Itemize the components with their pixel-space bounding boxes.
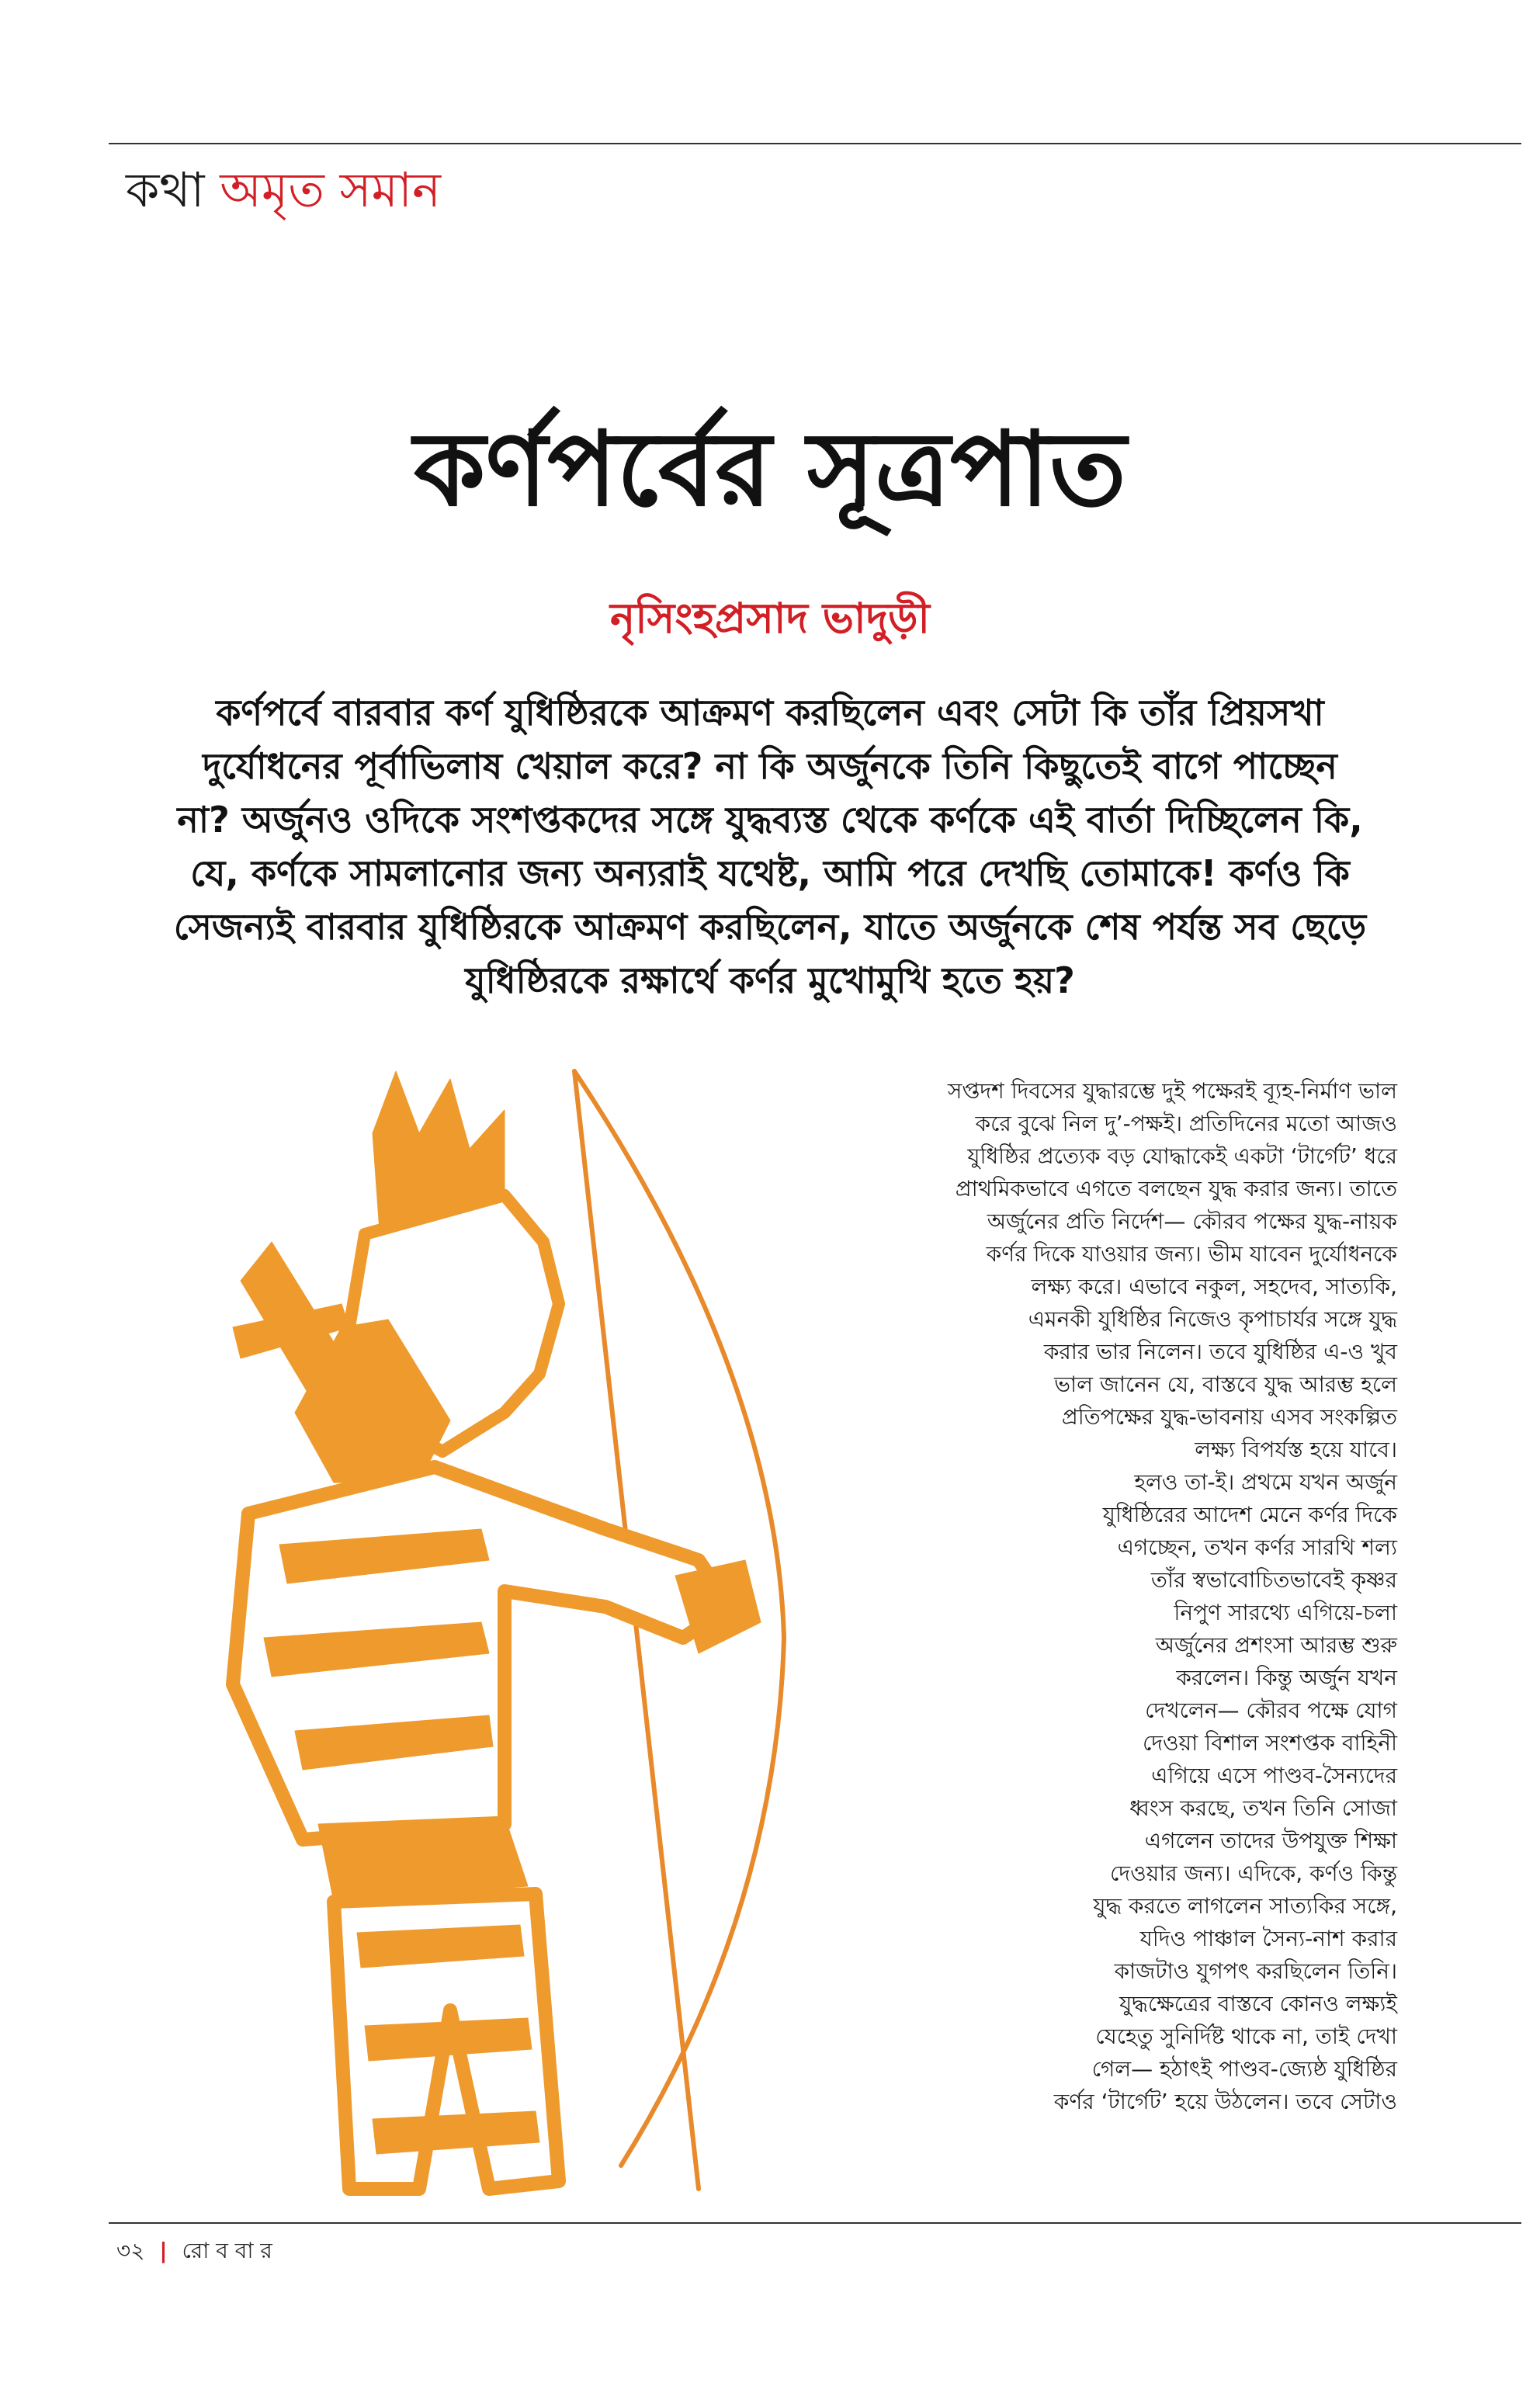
- page-footer: [116, 2235, 272, 2266]
- body-line: লক্ষ্য করে। এভাবে নকুল, সহদেব, সাত্যকি,: [1031, 1274, 1397, 1299]
- author-byline: নৃসিংহপ্রসাদ ভাদুড়ী: [609, 594, 931, 643]
- body-line: অর্জুনের প্রশংসা আরম্ভ শুরু: [1155, 1632, 1397, 1658]
- body-line: যেহেতু সুনির্দিষ্ট থাকে না, তাই দেখা: [1095, 2024, 1397, 2049]
- body-line: যুধিষ্ঠির প্রত্যেক বড় যোদ্ধাকেই একটা ‘টার্গেট’ ধরে: [967, 1143, 1397, 1169]
- body-line: প্রতিপক্ষের যুদ্ধ-ভাবনায় এসব সংকল্পিত: [1061, 1404, 1397, 1430]
- body-line: এগিয়ে এসে পাণ্ডব-সৈন্যদের: [1151, 1763, 1397, 1788]
- body-text: [838, 1075, 1397, 2118]
- section-header-highlight: অমৃত সমান: [220, 161, 441, 218]
- standfirst-line: দুর্যোধনের পূর্বাভিলাষ খেয়াল করে? না কি অর্জুনকে তিনি কিছুতেই বাগে পাচ্ছেন: [203, 745, 1337, 787]
- standfirst: [116, 686, 1424, 1007]
- body-line: লক্ষ্য বিপর্যস্ত হয়ে যাবে।: [1195, 1437, 1397, 1462]
- body-line: দেওয়ার জন্য। এদিকে, কর্ণও কিন্তু: [1110, 1861, 1397, 1886]
- standfirst-line: যে, কর্ণকে সামলানোর জন্য অন্যরাই যথেষ্ট, আমি পরে দেখছি তোমাকে! কর্ণও কি: [190, 852, 1350, 894]
- body-line: ধ্বংস করছে, তখন তিনি সোজা: [1129, 1795, 1397, 1821]
- body-line: এগলেন তাদের উপযুক্ত শিক্ষা: [1144, 1828, 1397, 1854]
- body-line: করে বুঝে নিল দু’-পক্ষই। প্রতিদিনের মতো আজও: [975, 1111, 1397, 1136]
- body-line: ভাল জানেন যে, বাস্তবে যুদ্ধ আরম্ভ হলে: [1054, 1372, 1397, 1397]
- body-line: যদিও পাঞ্চাল সৈন্য-নাশ করার: [1139, 1926, 1397, 1951]
- section-header-prefix: কথা: [126, 161, 205, 218]
- bottom-rule: [109, 2222, 1521, 2224]
- body-line: দেখলেন— কৌরব পক্ষে যোগ: [1145, 1698, 1397, 1723]
- standfirst-line: যুধিষ্ঠিরকে রক্ষার্থে কর্ণর মুখোমুখি হতে হয়?: [465, 959, 1075, 1001]
- body-line: কাজটাও যুগপৎ করছিলেন তিনি।: [1114, 1958, 1397, 1984]
- article-title: কর্ণপর্বের সূত্রপাত: [414, 410, 1126, 529]
- top-rule: [109, 143, 1521, 144]
- standfirst-line: কর্ণপর্বে বারবার কর্ণ যুধিষ্ঠিরকে আক্রমণ করছিলেন এবং সেটা কি তাঁর প্রিয়সখা: [216, 692, 1324, 734]
- body-line: প্রাথমিকভাবে এগতে বলছেন যুদ্ধ করার জন্য। তাতে: [955, 1176, 1397, 1202]
- standfirst-line: না? অর্জুনও ওদিকে সংশপ্তকদের সঙ্গে যুদ্ধব্যস্ত থেকে কর্ণকে এই বার্তা দিচ্ছিলেন কি,: [177, 799, 1363, 841]
- body-line: কর্ণর ‘টার্গেট’ হয়ে উঠলেন। তবে সেটাও: [1053, 2089, 1397, 2114]
- standfirst-line: সেজন্যই বারবার যুধিষ্ঠিরকে আক্রমণ করছিলেন, যাতে অর্জুনকে শেষ পর্যন্ত সব ছেড়ে: [173, 906, 1367, 948]
- body-line: গেল— হঠাৎই পাণ্ডব-জ্যেষ্ঠ যুধিষ্ঠির: [1091, 2056, 1397, 2082]
- body-line: সপ্তদশ দিবসের যুদ্ধারম্ভে দুই পক্ষেরই ব্যূহ-নির্মাণ ভাল: [947, 1078, 1397, 1104]
- body-line: দেওয়া বিশাল সংশপ্তক বাহিনী: [1142, 1730, 1397, 1756]
- magazine-name: রো ব বা র: [182, 2238, 272, 2263]
- body-line: অর্জুনের প্রতি নির্দেশ— কৌরব পক্ষের যুদ্ধ-নায়ক: [987, 1209, 1397, 1234]
- page-number: ৩২: [116, 2238, 145, 2263]
- body-line: যুদ্ধক্ষেত্রের বাস্তবে কোনও লক্ষ্যই: [1119, 1991, 1397, 2017]
- section-header: [126, 159, 441, 221]
- body-line: যুদ্ধ করতে লাগলেন সাত্যকির সঙ্গে,: [1093, 1893, 1397, 1919]
- body-line: তাঁর স্বভাবোচিতভাবেই কৃষ্ণর: [1150, 1567, 1397, 1593]
- body-line: হলও তা-ই। প্রথমে যখন অর্জুন: [1134, 1469, 1397, 1495]
- body-line: করলেন। কিন্তু অর্জুন যখন: [1176, 1665, 1397, 1691]
- body-line: নিপুণ সারথ্যে এগিয়ে-চলা: [1174, 1600, 1397, 1625]
- body-line: করার ভার নিলেন। তবে যুধিষ্ঠির এ-ও খুব: [1043, 1339, 1397, 1365]
- body-line: কর্ণর দিকে যাওয়ার জন্য। ভীম যাবেন দুর্যোধনকে: [986, 1241, 1397, 1267]
- body-line: যুধিষ্ঠিরের আদেশ মেনে কর্ণর দিকে: [1102, 1502, 1397, 1528]
- body-line: এগচ্ছেন, তখন কর্ণর সারথি শল্য: [1117, 1535, 1397, 1560]
- body-line: এমনকী যুধিষ্ঠির নিজেও কৃপাচার্যর সঙ্গে যুদ্ধ: [1028, 1306, 1397, 1332]
- footer-separator: |: [159, 2238, 168, 2263]
